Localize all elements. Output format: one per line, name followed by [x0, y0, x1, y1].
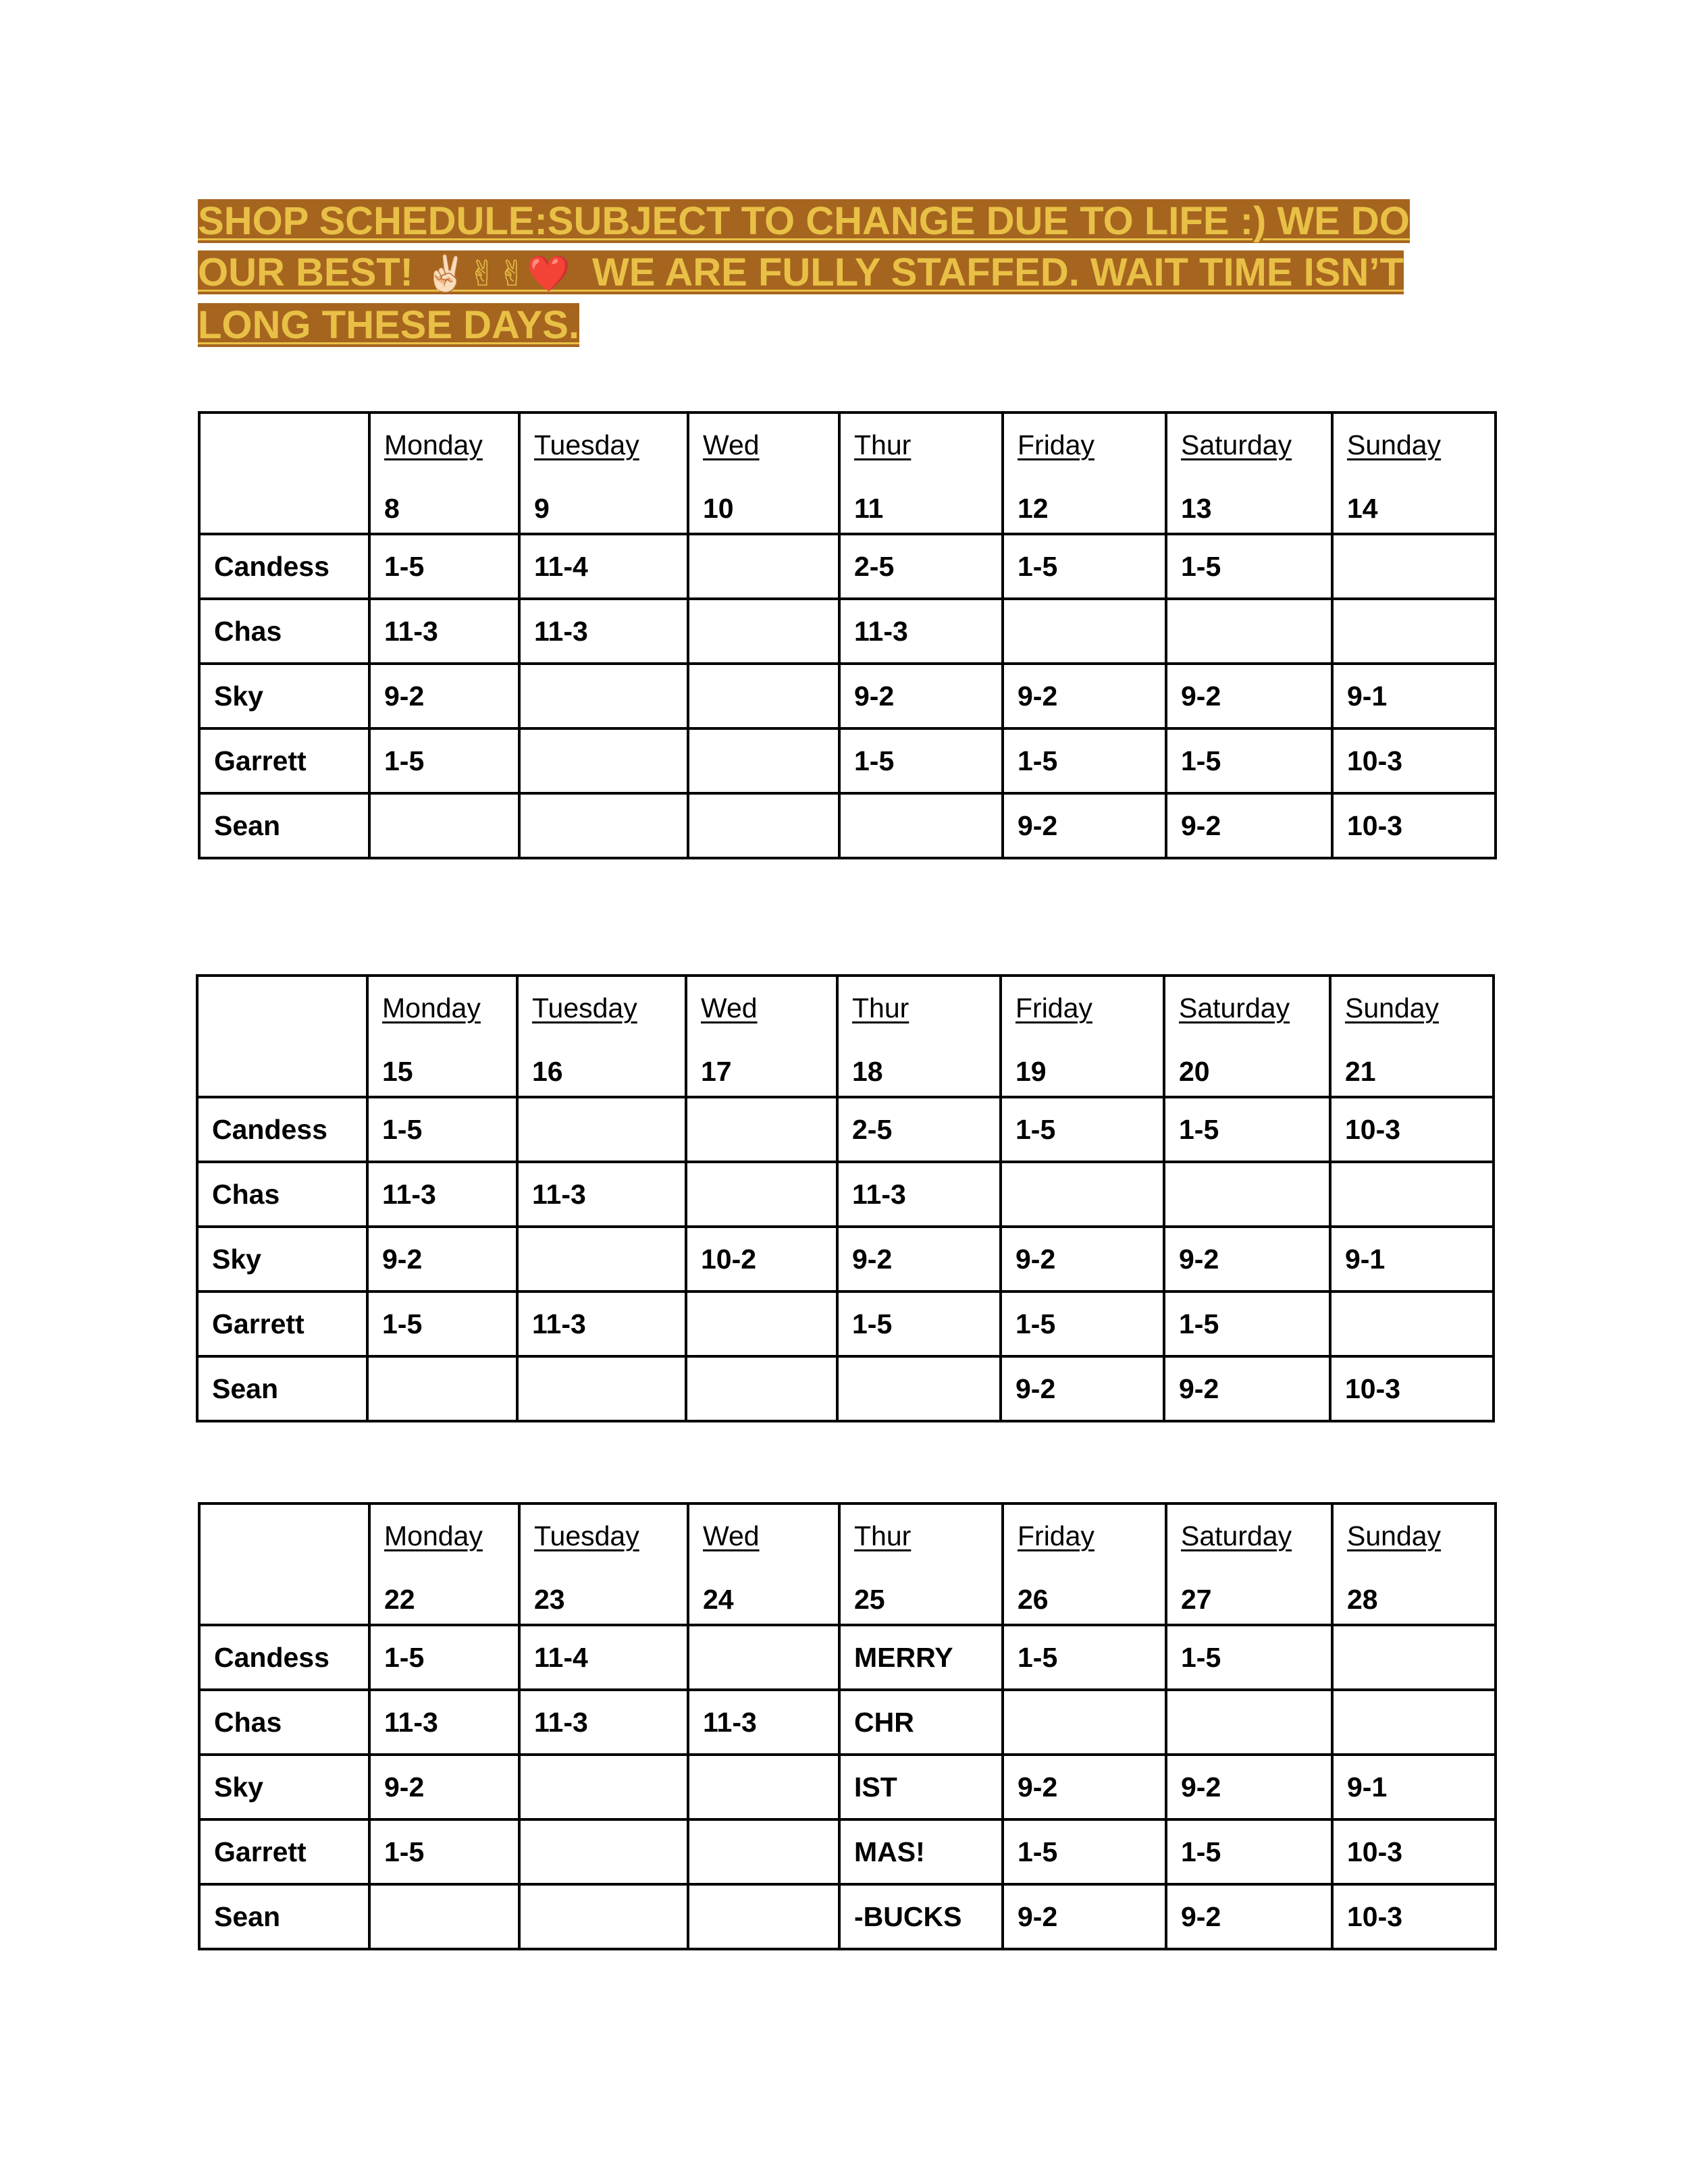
shift-cell	[688, 534, 839, 599]
shift-cell	[686, 1097, 837, 1162]
shift-cell	[517, 1227, 686, 1291]
shift-cell: 10-3	[1330, 1097, 1494, 1162]
shift-cell: 11-3	[519, 1690, 688, 1755]
day-number: 13	[1181, 493, 1212, 524]
day-number: 11	[854, 493, 884, 524]
employee-row	[199, 1625, 1496, 1690]
day-name: Sunday	[1347, 1520, 1442, 1551]
shift-cell	[1332, 1625, 1496, 1690]
day-header-row	[199, 1503, 1496, 1625]
employee-name: Candess	[197, 1097, 367, 1162]
shift-cell: MAS!	[839, 1819, 1003, 1884]
shift-cell: 1-5	[1003, 534, 1166, 599]
employee-name: Garrett	[197, 1291, 367, 1356]
shift-cell: 1-5	[1166, 1819, 1332, 1884]
day-name: Monday	[384, 1520, 483, 1551]
shift-cell	[837, 1356, 1001, 1421]
shift-cell: 11-4	[519, 1625, 688, 1690]
schedule-heading	[198, 196, 1467, 351]
corner-cell	[199, 1503, 369, 1625]
shift-cell: 11-3	[688, 1690, 839, 1755]
shift-cell	[688, 1755, 839, 1819]
day-header-cell	[1166, 412, 1332, 534]
peace-hand-icon: ✌	[467, 254, 498, 294]
shift-cell: 10-3	[1332, 728, 1496, 793]
day-name: Saturday	[1181, 429, 1292, 460]
day-name: Friday	[1016, 992, 1092, 1023]
employee-row	[197, 1162, 1494, 1227]
day-number: 9	[534, 493, 550, 524]
shift-cell	[519, 1819, 688, 1884]
employee-row	[199, 1819, 1496, 1884]
shift-cell: 1-5	[369, 534, 519, 599]
shift-cell: 10-2	[686, 1227, 837, 1291]
shift-cell: 1-5	[837, 1291, 1001, 1356]
shift-cell: 9-2	[1164, 1227, 1330, 1291]
shift-cell: 1-5	[1003, 1819, 1166, 1884]
day-header-row	[199, 412, 1496, 534]
day-header-cell	[688, 412, 839, 534]
day-name: Friday	[1018, 429, 1094, 460]
shift-cell: 9-2	[839, 664, 1003, 728]
shift-cell: 9-2	[367, 1227, 517, 1291]
shift-cell: 11-3	[517, 1291, 686, 1356]
shift-cell	[1332, 534, 1496, 599]
employee-row	[199, 793, 1496, 858]
shift-cell: 1-5	[367, 1291, 517, 1356]
shift-cell: 1-5	[369, 1819, 519, 1884]
shift-cell: 11-3	[369, 1690, 519, 1755]
day-header-cell	[1332, 412, 1496, 534]
shift-cell: 9-2	[1003, 664, 1166, 728]
shift-cell: 10-3	[1332, 793, 1496, 858]
heading-line-2-start: OUR BEST!	[198, 250, 413, 294]
day-name: Sunday	[1345, 992, 1440, 1023]
employee-name: Sky	[199, 664, 369, 728]
day-number: 15	[382, 1056, 413, 1087]
day-number: 25	[854, 1584, 885, 1615]
shift-cell: MERRY	[839, 1625, 1003, 1690]
shift-cell: 9-1	[1332, 664, 1496, 728]
shift-cell	[688, 664, 839, 728]
day-header-cell	[369, 412, 519, 534]
day-number: 14	[1347, 493, 1378, 524]
employee-name: Garrett	[199, 728, 369, 793]
employee-row	[199, 599, 1496, 664]
day-name: Monday	[382, 992, 481, 1023]
employee-row	[199, 1690, 1496, 1755]
shift-cell	[839, 793, 1003, 858]
shift-cell: 1-5	[1001, 1291, 1164, 1356]
shift-cell	[519, 664, 688, 728]
shift-cell: 1-5	[1166, 534, 1332, 599]
day-header-row	[197, 976, 1494, 1097]
day-name: Thur	[854, 1520, 912, 1551]
day-name: Monday	[384, 429, 483, 460]
day-name: Thur	[852, 992, 909, 1023]
shift-cell: 1-5	[1003, 728, 1166, 793]
shift-cell: 9-1	[1332, 1755, 1496, 1819]
shift-cell	[686, 1356, 837, 1421]
shift-cell: 11-3	[367, 1162, 517, 1227]
day-number: 22	[384, 1584, 415, 1615]
shift-cell: 11-4	[519, 534, 688, 599]
shift-cell	[367, 1356, 517, 1421]
day-header-cell	[837, 976, 1001, 1097]
day-name: Tuesday	[534, 1520, 639, 1551]
heading-line-3: LONG THESE DAYS.	[198, 303, 580, 347]
shift-cell	[1001, 1162, 1164, 1227]
day-name: Wed	[703, 429, 760, 460]
day-number: 23	[534, 1584, 565, 1615]
day-header-cell	[1164, 976, 1330, 1097]
day-number: 10	[703, 493, 734, 524]
shift-cell	[517, 1356, 686, 1421]
shift-cell: 1-5	[367, 1097, 517, 1162]
shift-cell: 9-2	[1166, 664, 1332, 728]
employee-row	[199, 1884, 1496, 1949]
day-number: 21	[1345, 1056, 1376, 1087]
shift-cell: 10-3	[1332, 1884, 1496, 1949]
shift-cell: 9-2	[1166, 1755, 1332, 1819]
shift-cell: 9-2	[1003, 1884, 1166, 1949]
shift-cell	[686, 1291, 837, 1356]
shift-cell: 1-5	[839, 728, 1003, 793]
shift-cell	[688, 793, 839, 858]
employee-row	[199, 534, 1496, 599]
employee-row	[199, 664, 1496, 728]
shift-cell: 1-5	[1166, 1625, 1332, 1690]
employee-row	[199, 728, 1496, 793]
day-header-cell	[369, 1503, 519, 1625]
shift-cell: 11-3	[517, 1162, 686, 1227]
day-number: 17	[701, 1056, 732, 1087]
day-name: Tuesday	[534, 429, 639, 460]
shift-cell	[1166, 599, 1332, 664]
heart-icon: ❤️	[527, 254, 571, 294]
shift-cell	[1332, 599, 1496, 664]
day-name: Friday	[1018, 1520, 1094, 1551]
shift-cell: 9-2	[1001, 1356, 1164, 1421]
day-header-cell	[1332, 1503, 1496, 1625]
shift-cell: 1-5	[1164, 1097, 1330, 1162]
employee-name: Sean	[199, 793, 369, 858]
day-header-cell	[1003, 1503, 1166, 1625]
shift-cell: 1-5	[369, 728, 519, 793]
schedule-table-week-3	[198, 1502, 1497, 1950]
employee-row	[197, 1291, 1494, 1356]
employee-row	[197, 1356, 1494, 1421]
employee-name: Sean	[199, 1884, 369, 1949]
shift-cell: 11-3	[839, 599, 1003, 664]
day-header-cell	[688, 1503, 839, 1625]
shift-cell: 9-2	[1166, 1884, 1332, 1949]
day-name: Sunday	[1347, 429, 1442, 460]
day-header-cell	[839, 412, 1003, 534]
day-header-cell	[839, 1503, 1003, 1625]
employee-row	[197, 1097, 1494, 1162]
employee-name: Candess	[199, 1625, 369, 1690]
day-name: Wed	[703, 1520, 760, 1551]
heading-line-2-end: WE ARE FULLY STAFFED. WAIT TIME ISN’T	[592, 250, 1404, 294]
day-header-cell	[1001, 976, 1164, 1097]
peace-hand-icon: ✌	[497, 254, 527, 294]
day-name: Saturday	[1179, 992, 1290, 1023]
corner-cell	[199, 412, 369, 534]
peace-hand-icon: ✌🏻	[424, 254, 468, 294]
day-number: 16	[532, 1056, 563, 1087]
employee-name: Chas	[199, 1690, 369, 1755]
day-number: 20	[1179, 1056, 1210, 1087]
shift-cell	[519, 728, 688, 793]
shift-cell: 11-3	[837, 1162, 1001, 1227]
shift-cell: -BUCKS	[839, 1884, 1003, 1949]
shift-cell: 1-5	[1166, 728, 1332, 793]
shift-cell: 9-2	[1003, 793, 1166, 858]
day-number: 28	[1347, 1584, 1378, 1615]
shift-cell	[1003, 599, 1166, 664]
day-name: Wed	[701, 992, 758, 1023]
corner-cell	[197, 976, 367, 1097]
day-name: Tuesday	[532, 992, 637, 1023]
day-header-cell	[1330, 976, 1494, 1097]
day-name: Saturday	[1181, 1520, 1292, 1551]
day-number: 27	[1181, 1584, 1212, 1615]
shift-cell: 9-1	[1330, 1227, 1494, 1291]
shift-cell: 1-5	[1001, 1097, 1164, 1162]
shift-cell	[688, 1884, 839, 1949]
shift-cell: 10-3	[1332, 1819, 1496, 1884]
schedule-table-week-2	[196, 974, 1495, 1422]
employee-name: Garrett	[199, 1819, 369, 1884]
day-name: Thur	[854, 429, 912, 460]
shift-cell	[519, 1884, 688, 1949]
shift-cell	[1164, 1162, 1330, 1227]
shift-cell	[688, 1819, 839, 1884]
day-header-cell	[519, 412, 688, 534]
shift-cell	[369, 793, 519, 858]
shift-cell: 9-2	[1001, 1227, 1164, 1291]
schedule-table-week-1	[198, 411, 1497, 859]
shift-cell: 1-5	[1003, 1625, 1166, 1690]
day-header-cell	[1166, 1503, 1332, 1625]
shift-cell: 9-2	[837, 1227, 1001, 1291]
shift-cell: 11-3	[519, 599, 688, 664]
day-number: 26	[1018, 1584, 1049, 1615]
shift-cell: 1-5	[369, 1625, 519, 1690]
shift-cell: 2-5	[839, 534, 1003, 599]
shift-cell	[1332, 1690, 1496, 1755]
day-header-cell	[519, 1503, 688, 1625]
shift-cell	[369, 1884, 519, 1949]
shift-cell: 9-2	[369, 664, 519, 728]
shift-cell	[688, 728, 839, 793]
shift-cell: 9-2	[1003, 1755, 1166, 1819]
shift-cell: 9-2	[1164, 1356, 1330, 1421]
day-header-cell	[367, 976, 517, 1097]
employee-name: Chas	[197, 1162, 367, 1227]
day-number: 18	[852, 1056, 883, 1087]
shift-cell	[517, 1097, 686, 1162]
employee-name: Sky	[199, 1755, 369, 1819]
shift-cell: IST	[839, 1755, 1003, 1819]
shift-cell	[1330, 1291, 1494, 1356]
employee-name: Chas	[199, 599, 369, 664]
shift-cell	[1003, 1690, 1166, 1755]
shift-cell: 9-2	[369, 1755, 519, 1819]
shift-cell	[1166, 1690, 1332, 1755]
heading-line-2	[198, 250, 1404, 294]
shift-cell	[688, 1625, 839, 1690]
employee-row	[199, 1755, 1496, 1819]
employee-name: Candess	[199, 534, 369, 599]
day-header-cell	[686, 976, 837, 1097]
day-number: 24	[703, 1584, 734, 1615]
shift-cell: 11-3	[369, 599, 519, 664]
employee-name: Sean	[197, 1356, 367, 1421]
shift-cell: CHR	[839, 1690, 1003, 1755]
shift-cell: 9-2	[1166, 793, 1332, 858]
shift-cell	[686, 1162, 837, 1227]
shift-cell	[688, 599, 839, 664]
shift-cell: 2-5	[837, 1097, 1001, 1162]
shift-cell	[1330, 1162, 1494, 1227]
day-header-cell	[517, 976, 686, 1097]
day-number: 8	[384, 493, 400, 524]
day-number: 12	[1018, 493, 1049, 524]
shift-cell: 10-3	[1330, 1356, 1494, 1421]
day-number: 19	[1016, 1056, 1047, 1087]
heading-line-1: SHOP SCHEDULE:SUBJECT TO CHANGE DUE TO LIFE :) WE DO	[198, 199, 1410, 243]
shift-cell: 1-5	[1164, 1291, 1330, 1356]
employee-row	[197, 1227, 1494, 1291]
shift-cell	[519, 793, 688, 858]
shift-cell	[519, 1755, 688, 1819]
day-header-cell	[1003, 412, 1166, 534]
employee-name: Sky	[197, 1227, 367, 1291]
